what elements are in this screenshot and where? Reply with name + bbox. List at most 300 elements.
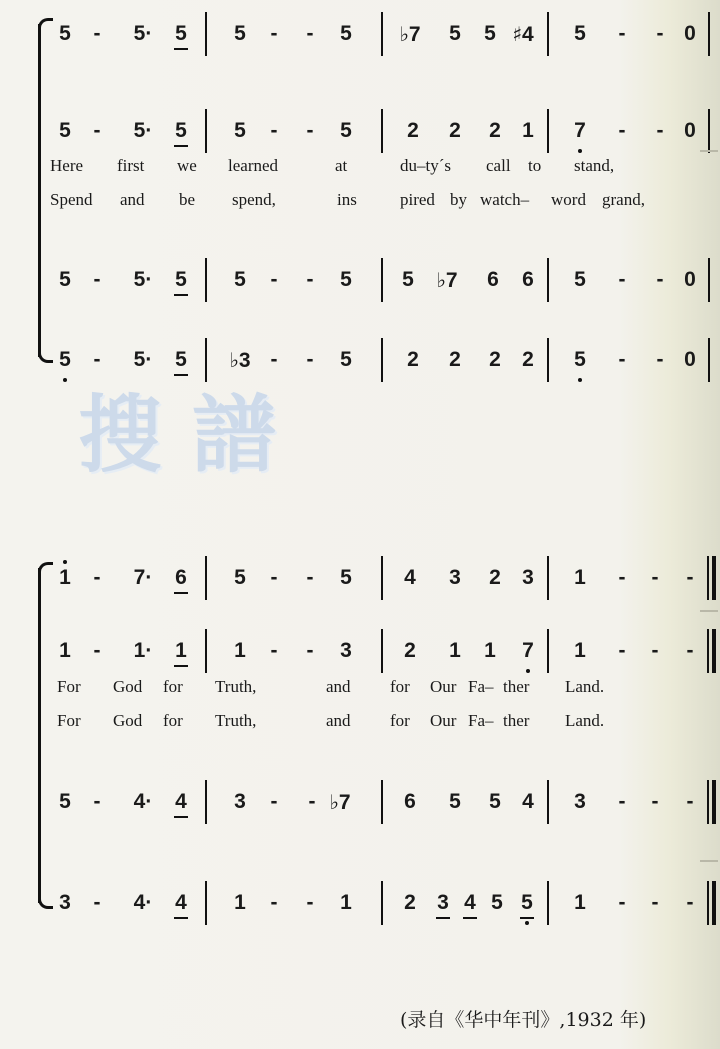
note-digit: - xyxy=(656,22,664,45)
note-extension-dash xyxy=(82,20,112,48)
jianpu-note xyxy=(128,346,158,374)
note-digit: 5 xyxy=(491,891,503,914)
note-digit: 4 xyxy=(522,790,534,813)
jianpu-note xyxy=(482,889,512,917)
barline xyxy=(205,338,207,382)
note-digit: 6 xyxy=(404,790,416,813)
lyric-line xyxy=(0,710,720,732)
flat-sign: ♭ xyxy=(329,790,339,814)
note-digit: 0 xyxy=(684,22,696,45)
note-digit: - xyxy=(306,22,314,45)
barline xyxy=(547,881,549,925)
jianpu-note xyxy=(166,266,196,294)
barline xyxy=(381,556,383,600)
jianpu-note xyxy=(440,788,470,816)
note-digit: - xyxy=(618,790,626,813)
note-extension-dash xyxy=(607,637,637,665)
jianpu-note xyxy=(50,788,80,816)
note-digit: 5 xyxy=(340,566,352,589)
note-digit: - xyxy=(686,891,694,914)
lyric-syllable: by xyxy=(450,190,467,209)
note-digit: - xyxy=(270,891,278,914)
note-digit: 0 xyxy=(684,268,696,291)
barline xyxy=(547,338,549,382)
lyric-syllable: for xyxy=(163,677,183,696)
note-extension-dash xyxy=(640,788,670,816)
jianpu-note xyxy=(440,117,470,145)
jianpu-note xyxy=(50,637,80,665)
jianpu-note xyxy=(225,117,255,145)
lyric-syllable: For xyxy=(57,711,81,730)
note-extension-dash xyxy=(295,637,325,665)
note-digit: - xyxy=(656,348,664,371)
note-extension-dash xyxy=(640,564,670,592)
note-extension-dash xyxy=(295,117,325,145)
jianpu-note xyxy=(432,266,462,295)
note-digit: 6 xyxy=(487,268,499,291)
barline xyxy=(547,629,549,673)
note-extension-dash xyxy=(82,266,112,294)
note-digit: 5 xyxy=(59,790,71,813)
jianpu-note xyxy=(395,889,425,917)
note-digit: 2 xyxy=(404,891,416,914)
lyric-syllable: du–ty´s xyxy=(400,156,451,175)
note-digit: - xyxy=(93,268,101,291)
jianpu-note xyxy=(440,564,470,592)
note-digit: 1 xyxy=(59,566,71,589)
jianpu-note xyxy=(331,637,361,665)
jianpu-note xyxy=(166,20,196,48)
note-digit: 3 xyxy=(437,891,449,914)
note-digit: - xyxy=(686,790,694,813)
lyric-syllable: at xyxy=(335,156,348,175)
note-digit: 1 xyxy=(449,639,461,662)
page-edge-mark xyxy=(700,610,718,612)
note-extension-dash xyxy=(259,637,289,665)
note-extension-dash xyxy=(259,564,289,592)
note-extension-dash xyxy=(675,788,705,816)
note-digit: 5 xyxy=(59,22,71,45)
note-digit: 5 xyxy=(340,22,352,45)
note-digit: 1 xyxy=(234,639,246,662)
jianpu-note xyxy=(398,117,428,145)
note-digit: 1· xyxy=(133,639,153,662)
barline xyxy=(381,629,383,673)
lyric-syllable: watch– xyxy=(480,190,530,209)
staff-line xyxy=(0,889,720,929)
note-digit: - xyxy=(308,790,316,813)
note-extension-dash xyxy=(640,637,670,665)
jianpu-note xyxy=(128,20,158,48)
note-digit: - xyxy=(93,891,101,914)
note-extension-dash xyxy=(259,117,289,145)
note-digit: 5 xyxy=(59,348,71,371)
lyric-syllable: for xyxy=(390,711,410,730)
lyric-syllable: and xyxy=(326,711,351,730)
jianpu-note xyxy=(225,788,255,816)
note-digit: 5· xyxy=(133,348,153,371)
note-digit: - xyxy=(618,119,626,142)
jianpu-note xyxy=(565,564,595,592)
lyric-syllable: Land. xyxy=(565,711,605,730)
jianpu-note xyxy=(50,889,80,917)
note-digit: - xyxy=(306,566,314,589)
note-digit: 5 xyxy=(59,119,71,142)
jianpu-note xyxy=(480,346,510,374)
jianpu-note xyxy=(480,117,510,145)
barline xyxy=(381,338,383,382)
final-barline xyxy=(707,780,716,824)
jianpu-note xyxy=(398,346,428,374)
lyric-line xyxy=(0,155,720,177)
jianpu-note xyxy=(166,346,196,374)
lyric-syllable: Here xyxy=(50,156,84,175)
lyric-syllable: grand, xyxy=(602,190,645,209)
page-edge-mark xyxy=(700,860,718,862)
final-barline xyxy=(707,629,716,673)
note-digit: 2 xyxy=(449,348,461,371)
note-extension-dash xyxy=(607,889,637,917)
note-extension-dash xyxy=(645,266,675,294)
note-digit: - xyxy=(93,566,101,589)
lyric-syllable: God xyxy=(113,677,143,696)
system-bracket xyxy=(38,568,51,903)
note-digit: 5 xyxy=(521,891,533,914)
jianpu-note xyxy=(395,637,425,665)
note-digit: 1 xyxy=(484,639,496,662)
note-extension-dash xyxy=(675,889,705,917)
barline xyxy=(381,881,383,925)
jianpu-note xyxy=(50,266,80,294)
note-extension-dash xyxy=(82,889,112,917)
note-digit: 1 xyxy=(574,891,586,914)
jianpu-note xyxy=(225,564,255,592)
note-digit: 3 xyxy=(522,566,534,589)
note-extension-dash xyxy=(607,346,637,374)
note-digit: - xyxy=(686,639,694,662)
flat-sign: ♭ xyxy=(229,348,239,372)
note-digit: 2 xyxy=(407,348,419,371)
lyric-syllable: ther xyxy=(503,677,530,696)
jianpu-note xyxy=(565,117,595,145)
note-extension-dash xyxy=(82,788,112,816)
jianpu-note xyxy=(675,346,705,374)
flat-sign: ♭ xyxy=(436,268,446,292)
note-digit: 5 xyxy=(175,22,187,45)
note-digit: - xyxy=(270,790,278,813)
note-extension-dash xyxy=(82,564,112,592)
lyric-line xyxy=(0,189,720,211)
note-digit: - xyxy=(618,639,626,662)
note-digit: 5 xyxy=(489,790,501,813)
lyric-syllable: and xyxy=(326,677,351,696)
staff-line xyxy=(0,346,720,386)
note-digit: 5 xyxy=(175,119,187,142)
note-digit: - xyxy=(686,566,694,589)
note-digit: - xyxy=(93,119,101,142)
jianpu-note xyxy=(128,889,158,917)
note-digit: 7 xyxy=(445,269,458,292)
note-digit: 1 xyxy=(175,639,187,662)
note-digit: - xyxy=(93,790,101,813)
note-digit: 7 xyxy=(574,119,586,142)
lyric-syllable: Our xyxy=(430,677,457,696)
note-extension-dash xyxy=(607,117,637,145)
barline xyxy=(708,12,710,56)
jianpu-note xyxy=(455,889,485,917)
lyric-syllable: ins xyxy=(337,190,357,209)
jianpu-note xyxy=(166,889,196,917)
jianpu-note xyxy=(166,788,196,816)
page-edge-mark xyxy=(700,150,718,152)
note-digit: 6 xyxy=(175,566,187,589)
lyric-syllable: learned xyxy=(228,156,279,175)
staff-line xyxy=(0,20,720,60)
note-digit: 2 xyxy=(489,119,501,142)
lyric-syllable: for xyxy=(390,677,410,696)
jianpu-note xyxy=(565,346,595,374)
note-digit: 4 xyxy=(175,891,187,914)
lyric-syllable: For xyxy=(57,677,81,696)
jianpu-note xyxy=(513,564,543,592)
jianpu-note xyxy=(225,266,255,294)
lyric-syllable: call xyxy=(486,156,511,175)
jianpu-note xyxy=(478,266,508,294)
note-digit: 7 xyxy=(522,639,534,662)
jianpu-note xyxy=(166,564,196,592)
note-digit: - xyxy=(651,891,659,914)
note-digit: 1 xyxy=(340,891,352,914)
jianpu-note xyxy=(675,266,705,294)
note-digit: 5 xyxy=(234,268,246,291)
jianpu-note xyxy=(50,20,80,48)
watermark: 搜譜 xyxy=(78,385,307,484)
note-digit: - xyxy=(306,891,314,914)
barline xyxy=(205,258,207,302)
sharp-sign: ♯ xyxy=(512,22,522,46)
note-digit: 4 xyxy=(404,566,416,589)
jianpu-note xyxy=(440,637,470,665)
note-digit: 4 xyxy=(464,891,476,914)
note-digit: 7 xyxy=(338,791,351,814)
note-digit: 4· xyxy=(133,891,153,914)
barline xyxy=(708,109,710,153)
note-extension-dash xyxy=(295,20,325,48)
lyric-syllable: be xyxy=(179,190,196,209)
jianpu-note xyxy=(225,637,255,665)
lyric-syllable: first xyxy=(117,156,145,175)
jianpu-note xyxy=(565,266,595,294)
barline xyxy=(547,556,549,600)
jianpu-note xyxy=(480,564,510,592)
jianpu-note xyxy=(675,20,705,48)
note-extension-dash xyxy=(259,788,289,816)
note-digit: - xyxy=(306,348,314,371)
lyric-syllable: pired xyxy=(400,190,435,209)
lyric-syllable: Truth, xyxy=(215,711,257,730)
jianpu-note xyxy=(675,117,705,145)
lyric-syllable: ther xyxy=(503,711,530,730)
note-digit: - xyxy=(651,790,659,813)
lyric-syllable: Truth, xyxy=(215,677,257,696)
jianpu-note xyxy=(331,117,361,145)
lyric-syllable: spend, xyxy=(232,190,276,209)
note-digit: 2 xyxy=(404,639,416,662)
note-digit: 1 xyxy=(574,566,586,589)
lyric-syllable: to xyxy=(528,156,542,175)
note-extension-dash xyxy=(607,564,637,592)
jianpu-note xyxy=(331,346,361,374)
barline xyxy=(381,780,383,824)
jianpu-note xyxy=(565,20,595,48)
jianpu-note xyxy=(50,346,80,374)
final-barline xyxy=(707,881,716,925)
note-digit: 5 xyxy=(59,268,71,291)
note-digit: 4· xyxy=(133,790,153,813)
note-digit: 2 xyxy=(522,348,534,371)
jianpu-note xyxy=(225,889,255,917)
staff-line xyxy=(0,788,720,828)
lyric-syllable: God xyxy=(113,711,143,730)
lyric-syllable: and xyxy=(120,190,145,209)
jianpu-note xyxy=(128,788,158,816)
lyric-syllable: Land. xyxy=(565,677,605,696)
note-digit: 4 xyxy=(175,790,187,813)
note-extension-dash xyxy=(295,266,325,294)
lyric-syllable: word xyxy=(551,190,586,209)
flat-sign: ♭ xyxy=(399,22,409,46)
note-digit: 5· xyxy=(133,268,153,291)
barline xyxy=(547,109,549,153)
jianpu-note xyxy=(331,266,361,294)
note-digit: 5 xyxy=(449,22,461,45)
note-digit: 5 xyxy=(234,119,246,142)
note-digit: 5 xyxy=(484,22,496,45)
jianpu-note xyxy=(508,20,538,49)
note-digit: - xyxy=(656,119,664,142)
jianpu-note xyxy=(128,637,158,665)
barline xyxy=(205,556,207,600)
jianpu-note xyxy=(475,637,505,665)
barline xyxy=(205,629,207,673)
lyric-syllable: Spend xyxy=(50,190,93,209)
note-extension-dash xyxy=(82,637,112,665)
note-digit: 5 xyxy=(175,348,187,371)
lyric-syllable: we xyxy=(177,156,197,175)
jianpu-note xyxy=(50,117,80,145)
barline xyxy=(205,109,207,153)
jianpu-note xyxy=(513,346,543,374)
jianpu-note xyxy=(395,564,425,592)
note-digit: - xyxy=(306,639,314,662)
note-digit: 1 xyxy=(234,891,246,914)
note-extension-dash xyxy=(295,889,325,917)
barline xyxy=(547,258,549,302)
jianpu-note xyxy=(428,889,458,917)
note-digit: - xyxy=(618,22,626,45)
jianpu-note xyxy=(128,564,158,592)
note-extension-dash xyxy=(675,637,705,665)
note-digit: 5 xyxy=(340,268,352,291)
note-extension-dash xyxy=(645,20,675,48)
jianpu-note xyxy=(128,266,158,294)
barline xyxy=(547,780,549,824)
staff-line xyxy=(0,637,720,677)
note-extension-dash xyxy=(297,788,327,816)
barline xyxy=(205,12,207,56)
barline xyxy=(381,109,383,153)
note-digit: - xyxy=(618,566,626,589)
jianpu-note xyxy=(395,788,425,816)
barline xyxy=(708,258,710,302)
jianpu-note xyxy=(331,20,361,48)
note-digit: - xyxy=(618,891,626,914)
note-digit: - xyxy=(656,268,664,291)
barline xyxy=(547,12,549,56)
jianpu-note xyxy=(513,788,543,816)
lyric-syllable: for xyxy=(163,711,183,730)
jianpu-note xyxy=(331,564,361,592)
jianpu-note xyxy=(325,788,355,817)
note-extension-dash xyxy=(295,564,325,592)
note-digit: 7 xyxy=(408,23,421,46)
note-digit: 1 xyxy=(59,639,71,662)
note-extension-dash xyxy=(640,889,670,917)
note-digit: 5 xyxy=(234,566,246,589)
lyric-syllable: Fa– xyxy=(468,711,494,730)
note-digit: - xyxy=(618,268,626,291)
note-digit: - xyxy=(270,22,278,45)
note-digit: - xyxy=(651,566,659,589)
lyric-syllable: Fa– xyxy=(468,677,494,696)
jianpu-note xyxy=(565,637,595,665)
note-digit: - xyxy=(651,639,659,662)
note-digit: 0 xyxy=(684,348,696,371)
note-digit: - xyxy=(270,566,278,589)
note-digit: 5 xyxy=(574,348,586,371)
lyric-line xyxy=(0,676,720,698)
jianpu-note xyxy=(440,346,470,374)
note-extension-dash xyxy=(259,346,289,374)
note-digit: 5 xyxy=(340,348,352,371)
note-digit: 5· xyxy=(133,22,153,45)
note-digit: - xyxy=(618,348,626,371)
jianpu-note xyxy=(440,20,470,48)
jianpu-note xyxy=(565,889,595,917)
note-digit: 5 xyxy=(449,790,461,813)
note-digit: - xyxy=(93,22,101,45)
barline xyxy=(381,12,383,56)
note-digit: 2 xyxy=(449,119,461,142)
jianpu-note xyxy=(565,788,595,816)
jianpu-note xyxy=(513,637,543,665)
note-digit: 3 xyxy=(449,566,461,589)
note-extension-dash xyxy=(607,788,637,816)
note-digit: - xyxy=(270,348,278,371)
note-extension-dash xyxy=(295,346,325,374)
note-digit: 5 xyxy=(340,119,352,142)
note-digit: 3 xyxy=(574,790,586,813)
note-extension-dash xyxy=(645,117,675,145)
jianpu-note xyxy=(393,266,423,294)
source-note: (录自《华中年刊》,1932 年) xyxy=(400,1009,647,1031)
note-digit: 1 xyxy=(522,119,534,142)
note-digit: 4 xyxy=(522,23,534,46)
staff-line xyxy=(0,266,720,306)
note-digit: 2 xyxy=(407,119,419,142)
jianpu-note xyxy=(166,637,196,665)
jianpu-note xyxy=(480,788,510,816)
